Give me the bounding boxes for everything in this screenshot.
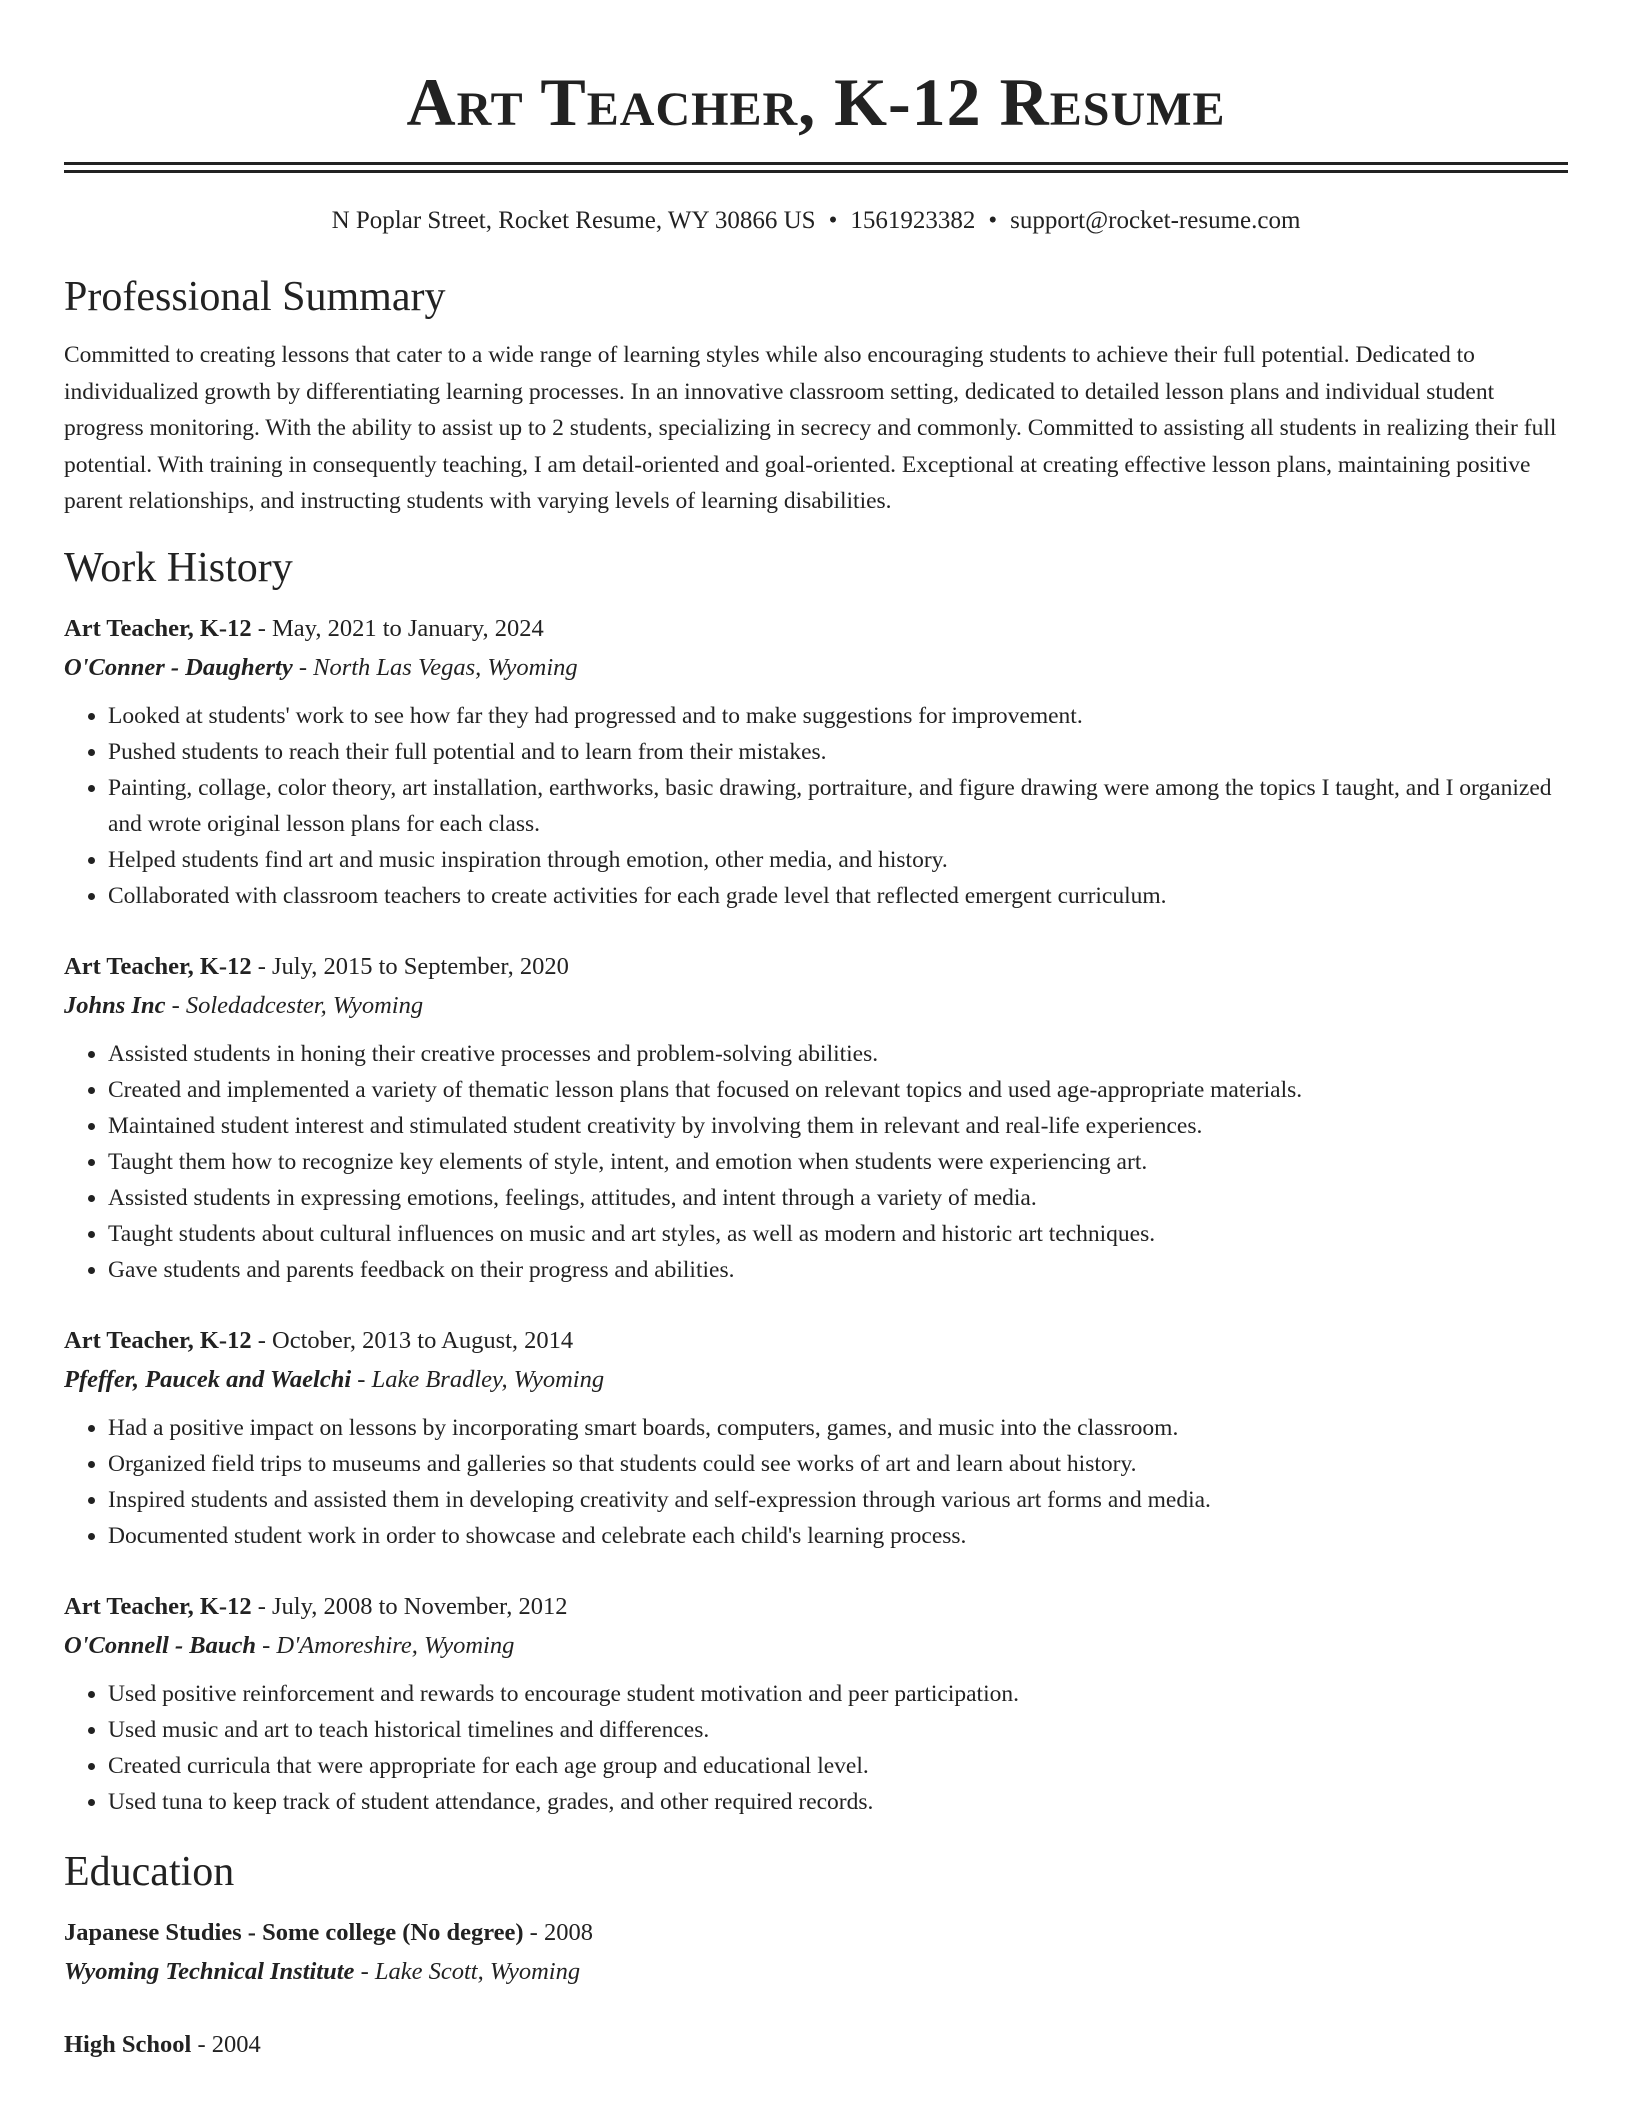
job-bullet: • Used positive reinforcement and rewards to encourage student motivation and peer participation.: [108, 1676, 1568, 1712]
job-bullet: • Taught students about cultural influences on music and art styles, as well as modern and historic art techniques.: [108, 1216, 1568, 1252]
job-bullet: • Used tuna to keep track of student attendance, grades, and other required records.: [108, 1784, 1568, 1820]
job-bullets: [64, 1676, 1568, 1820]
job-company: O'Connell - Bauch: [64, 1631, 256, 1659]
contact-email: support@rocket-resume.com: [1010, 207, 1301, 234]
job-company: Johns Inc: [64, 991, 166, 1019]
job-bullet: • Gave students and parents feedback on their progress and abilities.: [108, 1252, 1568, 1288]
job-bullet: • Taught them how to recognize key elements of style, intent, and emotion when students were experiencing art.: [108, 1144, 1568, 1180]
education-entry: [64, 1914, 1568, 1992]
job-bullet: • Maintained student interest and stimulated student creativity by involving them in relevant and real-life experiences.: [108, 1108, 1568, 1144]
job-bullet: • Collaborated with classroom teachers to create activities for each grade level that reflected emergent curriculum.: [108, 878, 1568, 914]
job-header: [64, 610, 1568, 648]
contact-separator: •: [828, 207, 838, 234]
education-header: [64, 2026, 1568, 2064]
summary-text: Committed to creating lessons that cater to a wide range of learning styles while also encouraging students to achieve their full potential. Dedicated to individualized growth by differentiating learning processes. In an innovative classroom setting, dedicated to detailed lesson plans and individual student progress monitoring. With the ability to assist up to 2 students, specializing in secrecy and commonly. Committed to assisting all students in realizing their full potential. With training in consequently teaching, I am detail-oriented and goal-oriented. Exceptional at creating effective lesson plans, maintaining positive parent relationships, and instructing students with varying levels of learning disabilities.: [64, 342, 1557, 514]
job-entry: [64, 1322, 1568, 1554]
job-employer: [64, 648, 1568, 688]
contact-phone: 1561923382: [850, 207, 976, 234]
job-dates: - October, 2013 to August, 2014: [251, 1326, 574, 1354]
job-entry: [64, 610, 1568, 914]
job-role: Art Teacher, K-12: [64, 1592, 252, 1620]
job-bullets: [64, 1410, 1568, 1554]
job-dates: - May, 2021 to January, 2024: [251, 614, 544, 642]
job-bullet: • Created and implemented a variety of thematic lesson plans that focused on relevant topics and used age-appropriate materials.: [108, 1072, 1568, 1108]
job-location: - Soledadcester, Wyoming: [165, 991, 424, 1019]
job-role: Art Teacher, K-12: [64, 614, 252, 642]
job-header: [64, 948, 1568, 986]
contact-line: [64, 205, 1568, 237]
job-bullet: • Created curricula that were appropriate for each age group and educational level.: [108, 1748, 1568, 1784]
education-degree: High School: [64, 2030, 192, 2058]
title-double-rule: [64, 162, 1568, 173]
job-bullet: • Organized field trips to museums and galleries so that students could see works of art and learn about history.: [108, 1446, 1568, 1482]
job-header: [64, 1322, 1568, 1360]
education-heading: Education: [64, 1848, 235, 1895]
job-location: - Lake Bradley, Wyoming: [351, 1365, 605, 1393]
education-year: - 2008: [523, 1918, 593, 1946]
job-employer: [64, 1626, 1568, 1666]
contact-separator: •: [988, 207, 998, 234]
education-location: - Lake Scott, Wyoming: [354, 1957, 581, 1985]
job-bullet: • Assisted students in expressing emotions, feelings, attitudes, and intent through a variety of media.: [108, 1180, 1568, 1216]
job-bullets: [64, 698, 1568, 914]
job-employer: [64, 1360, 1568, 1400]
education-degree: Japanese Studies - Some college (No degree): [64, 1918, 524, 1946]
job-role: Art Teacher, K-12: [64, 1326, 252, 1354]
job-bullet: • Had a positive impact on lessons by incorporating smart boards, computers, games, and music into the classroom.: [108, 1410, 1568, 1446]
job-bullets: [64, 1036, 1568, 1288]
education-year: - 2004: [191, 2030, 261, 2058]
job-header: [64, 1588, 1568, 1626]
education-entry: [64, 2026, 1568, 2064]
job-role: Art Teacher, K-12: [64, 952, 252, 980]
education-school: Wyoming Technical Institute: [64, 1957, 355, 1985]
job-dates: - July, 2015 to September, 2020: [251, 952, 569, 980]
job-bullet: • Inspired students and assisted them in developing creativity and self-expression through various art forms and media.: [108, 1482, 1568, 1518]
job-entry: [64, 948, 1568, 1288]
job-employer: [64, 986, 1568, 1026]
work-history-heading: Work History: [64, 544, 293, 591]
job-location: - North Las Vegas, Wyoming: [292, 653, 578, 681]
job-dates: - July, 2008 to November, 2012: [251, 1592, 568, 1620]
summary-heading: Professional Summary: [64, 274, 446, 320]
job-bullet: • Helped students find art and music inspiration through emotion, other media, and history.: [108, 842, 1568, 878]
job-bullet: • Documented student work in order to showcase and celebrate each child's learning process.: [108, 1518, 1568, 1554]
job-bullet: • Assisted students in honing their creative processes and problem-solving abilities.: [108, 1036, 1568, 1072]
job-bullet: • Painting, collage, color theory, art installation, earthworks, basic drawing, portraiture, and figure drawing were among the topics I taught, and I organized and wrote original lesson plans for each class.: [108, 770, 1568, 842]
education-header: [64, 1914, 1568, 1952]
job-entry: [64, 1588, 1568, 1820]
job-company: O'Conner - Daugherty: [64, 653, 293, 681]
job-location: - D'Amoreshire, Wyoming: [255, 1631, 515, 1659]
education-school-line: [64, 1952, 1568, 1992]
resume-page: [64, 0, 1568, 2064]
job-company: Pfeffer, Paucek and Waelchi: [64, 1365, 352, 1393]
job-bullet: • Pushed students to reach their full potential and to learn from their mistakes.: [108, 734, 1568, 770]
job-bullet: • Used music and art to teach historical timelines and differences.: [108, 1712, 1568, 1748]
job-bullet: • Looked at students' work to see how far they had progressed and to make suggestions for improvement.: [108, 698, 1568, 734]
contact-address: N Poplar Street, Rocket Resume, WY 30866 US: [331, 207, 816, 234]
resume-title: Art Teacher, K-12 Resume: [406, 64, 1226, 140]
